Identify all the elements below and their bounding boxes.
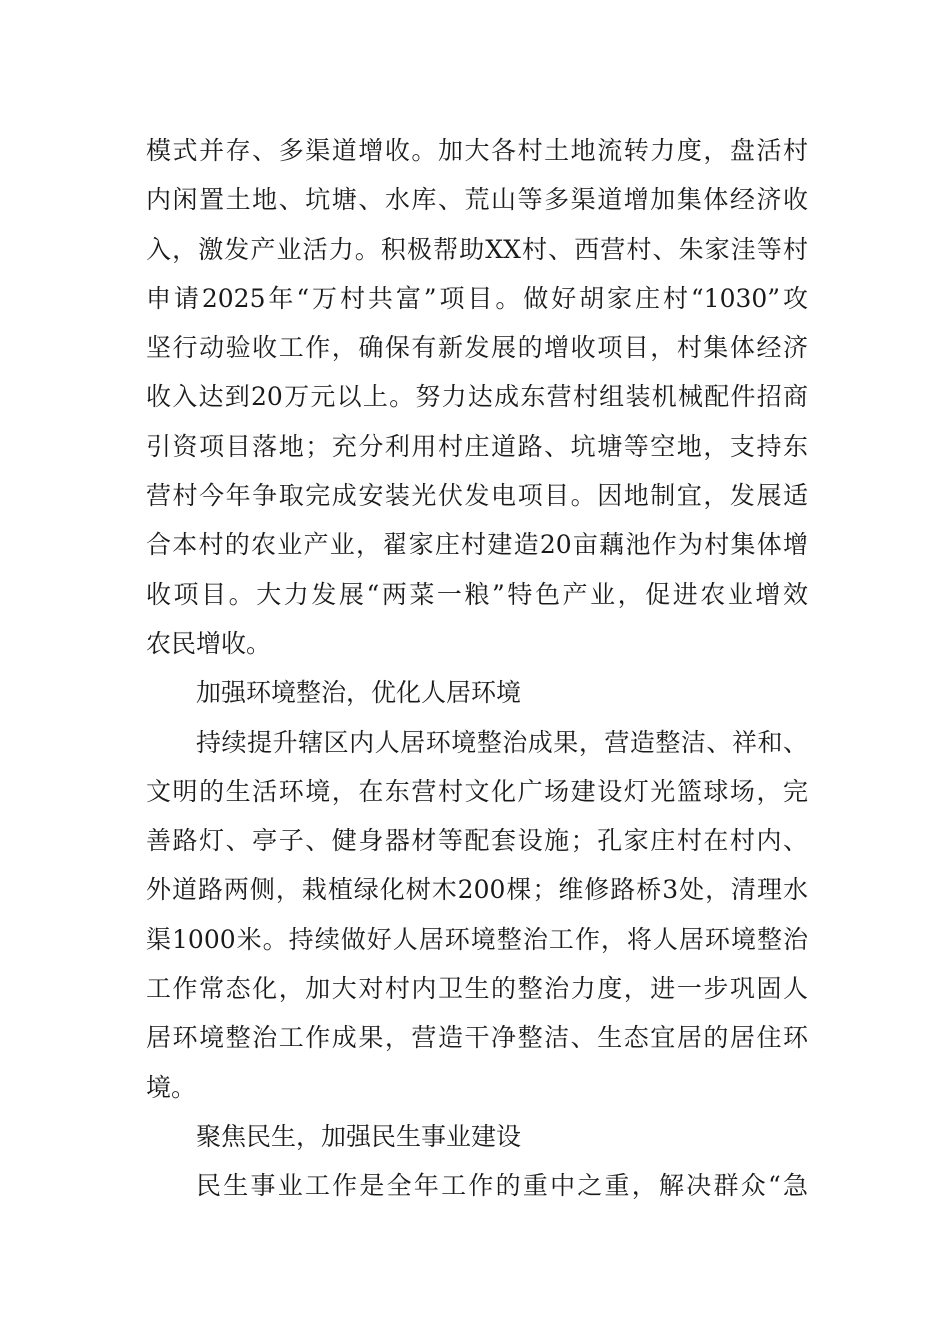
section-heading: 加强环境整治，优化人居环境 [196,678,522,708]
text-line: 引资项目落地；充分利用村庄道路、坑塘等空地，支持东 [146,431,808,461]
text-line: 合本村的农业产业，翟家庄村建造20亩藕池作为村集体增 [146,530,808,560]
text-line: 入，激发产业活力。积极帮助XX村、西营村、朱家洼等村 [146,234,808,264]
text-line: 渠1000米。持续做好人居环境整治工作，将人居环境整治 [146,924,808,954]
document-body [146,126,808,1211]
text-line: 境。 [146,1072,197,1102]
text-line: 善路灯、亭子、健身器材等配套设施；孔家庄村在村内、 [146,826,808,856]
text-line: 收项目。大力发展“两菜一粮”特色产业，促进农业增效 [146,579,808,609]
text-line: 收入达到20万元以上。努力达成东营村组装机械配件招商 [146,382,808,412]
text-line: 农民增收。 [146,628,272,658]
section-heading: 聚焦民生，加强民生事业建设 [196,1121,522,1151]
text-line: 申请2025年“万村共富”项目。做好胡家庄村“1030”攻 [146,283,808,313]
text-line: 持续提升辖区内人居环境整治成果，营造整洁、祥和、 [196,727,808,757]
text-line: 民生事业工作是全年工作的重中之重，解决群众“急 [196,1171,808,1201]
text-line: 内闲置土地、坑塘、水库、荒山等多渠道增加集体经济收 [146,185,808,215]
text-line: 模式并存、多渠道增收。加大各村土地流转力度，盘活村 [146,136,808,165]
text-line: 营村今年争取完成安装光伏发电项目。因地制宜，发展适 [146,481,808,511]
text-line: 文明的生活环境，在东营村文化广场建设灯光篮球场，完 [146,776,808,806]
text-line: 坚行动验收工作，确保有新发展的增收项目，村集体经济 [146,333,808,363]
text-line: 外道路两侧，栽植绿化树木200棵；维修路桥3处，清理水 [146,875,808,905]
text-line: 居环境整治工作成果，营造干净整洁、生态宜居的居住环 [146,1023,808,1053]
text-line: 工作常态化，加大对村内卫生的整治力度，进一步巩固人 [146,974,808,1004]
